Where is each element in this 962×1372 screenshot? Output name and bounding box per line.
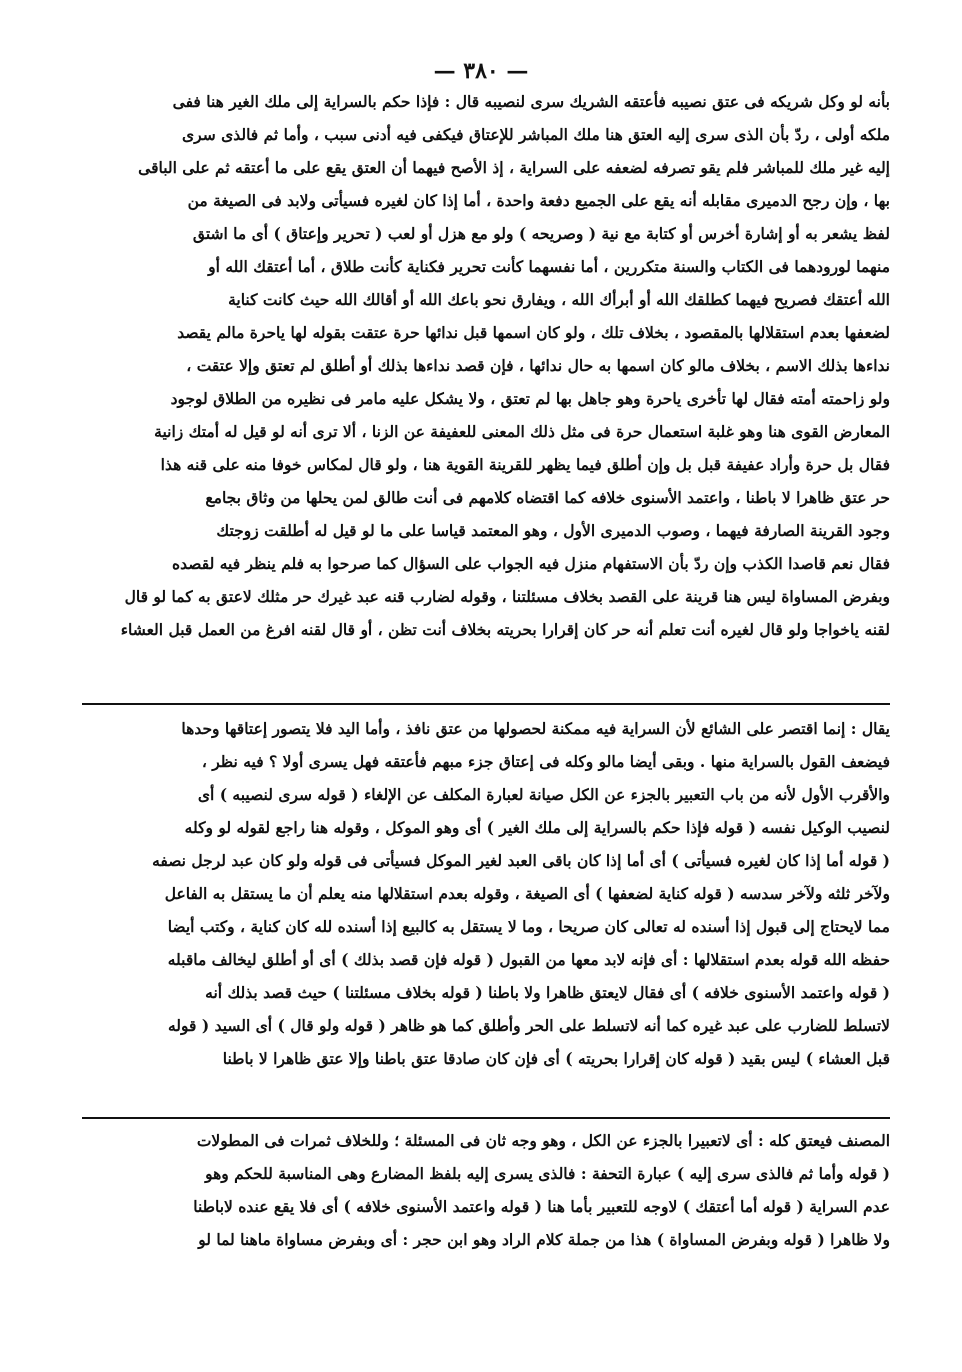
commentary-line: ( قوله وأما ثم فالذى سرى إليه ) عبارة التحفة : فالذى يسرى إليه بلفظ المضارع وهى المناسبة للحكم وهو — [205, 1164, 890, 1183]
main-line: بأنه لو وكل شريكه فى عتق نصيبه فأعتقه الشريك سرى لنصيبه قال : فإذا حكم بالسراية إلى ملك الغير هنا ففى — [172, 92, 890, 111]
commentary-line: مما لايحتاج إلى قبول إذا أسنده له تعالى كان صريحا ، وما لا يستقل به كالبيع إذا أسنده لله كان كناية ، وكتب أيضا — [167, 917, 890, 936]
main-line: لفظ يشعر به أو إشارة أخرس أو كتابة مع نية ( وصريحه ) ولو مع هزل أو لعب ( تحرير وإعتاق ) أى ما اشتق — [192, 224, 890, 243]
commentary-line: ( قوله واعتمد الأسنوى خلافه ) أى فقال لايعتق ظاهرا ولا باطنا ( قوله بخلاف مسئلتنا ) حيث قصد بذلك أنه — [205, 983, 890, 1002]
main-line: لضعفها بعدم استقلالها بالمقصود ، بخلاف تلك ، ولو كان اسمها قبل ندائها حرة عتقت بقوله لها ياحرة مالم يقصد — [177, 323, 890, 342]
commentary-line: عدم السراية ( قوله أما أعتقك ) لاوجه للتعبير بأما هنا ( قوله واعتمد الأسنوى خلافه ) أى فلا يقع عنده لاباطنا — [193, 1197, 890, 1216]
commentary-line: حفظه الله قوله بعدم استقلالها : أى فإنه لابد معها من القبول ( قوله فإن قصد بذلك ) أى أو أطلق ليخالف ماقبله — [167, 950, 890, 969]
main-line: فقال نعم قاصدا الكذب وإن ردّ بأن الاستفهام منزل فيه الجواب على السؤال كما صرحوا به فلم ينظر فيه لقصده — [172, 554, 890, 573]
main-line: فقال بل حرة وأراد عفيفة قبل بل وإن أطلق فيما يظهر للقرينة القوية هنا ، ولو قال لمكاس خوفا منه على قنه هذا — [160, 455, 890, 474]
main-line: ملكه أولى ، ردّ بأن الذى سرى إليه العتق هنا ملك المباشر للإعتاق فيكفى فيه أدنى سبب ، وأما ثم فالذى سرى — [182, 125, 890, 144]
main-line: نداءها بذلك الاسم ، بخلاف مالو كان اسمها به حال ندائها ، فإن قصد نداءها بذلك أو أطلق لم تعتق وإلا عتقت ، — [186, 356, 890, 375]
commentary-block-2 — [82, 1124, 890, 1264]
commentary-line: لاتسلط للضارب على عبد غيره كما أنه لاتسلط على الحر وأطلق كما هو ظاهر ( قوله ولو قال ) أى السيد ( قوله — [168, 1016, 890, 1035]
main-line: وجود القرينة الصارفة فيهما ، وصوب الدميرى الأول ، وهو المعتمد قياسا على ما لو قيل له أطلقت زوجتك — [216, 521, 890, 540]
main-line: ولو زاحمته أمته فقال لها تأخرى ياحرة وهو جاهل بها لم تعتق ، ولا يشكل عليه مامر فى نظيره من الطلاق لوجود — [170, 389, 890, 408]
main-line: حر عتق ظاهرا لا باطنا ، واعتمد الأسنوى خلافه كما اقتضاه كلامهم فى أنت طالق لمن يحلها من وثاق بجامع — [205, 488, 890, 507]
commentary-block-1 — [82, 712, 890, 1082]
section-divider — [82, 1117, 890, 1119]
main-line: لقنه ياخواجا ولو قال لغيره أنت تعلم أنه حر كان إقرارا بحريته بخلاف أنت تظن ، أو قال لقنه افرغ من العمل قبل العشاء — [120, 620, 890, 639]
section-divider — [82, 703, 890, 705]
commentary-line: قبل العشاء ) ليس بقيد ( قوله كان إقرارا بحريته ) أى فإن كان صادقا عتق باطنا وإلا عتق ظاهرا لا باطنا — [222, 1049, 890, 1068]
main-line: إليه غير ملك للمباشر فلم يقو تصرفه لضعفه على السراية ، إذ الأصح فيهما أن العتق يقع على ما أعتقه ثم على الباقى — [138, 158, 890, 177]
page-number: — ٣٨٠ — — [433, 58, 529, 84]
commentary-line: ولا ظاهرا ( قوله وبفرض المساواة ) هذا من جملة كلام الراد وهو ابن حجر : أى وبفرض مساواة ماهنا لما لو — [198, 1230, 890, 1249]
commentary-line: يقال : إنما اقتصر على الشائع لأن السراية فيه ممكنة لحصولها من عتق نافذ ، وأما اليد فلا يتصور إعتاقها وحدها — [181, 719, 890, 738]
commentary-line: ( قوله أما إذا كان لغيره فسيأتى ) أى أما إذا كان باقى العبد لغير الموكل فسيأتى فى قوله ولو كان عبد لرجل نصفه — [152, 851, 890, 870]
main-line: الله أعتقك فصريح فيهما كطلقك الله أو أبرأك الله ، ويفارق نحو باعك الله أو أقالك الله حيث كانت كناية — [228, 290, 890, 309]
commentary-line: فيضعف القول بالسراية منها . وبقى أيضا مالو وكله فى إعتاق جزء مبهم فأعتقه فهل يسرى أولا ؟ فيه نظر ، — [201, 752, 890, 771]
main-text — [82, 85, 890, 655]
main-line: منهما لورودهما فى الكتاب والسنة متكررين ، أما نفسهما كأنت تحرير فكناية كأنت طلاق ، أما أعتقك الله أو — [208, 257, 890, 276]
commentary-line: المصنف فيعتق كله : أى لاتعبيرا بالجزء عن الكل ، وهو وجه ثان فى المسئلة ؛ وللخلاف ثمرات فى المطولات — [196, 1131, 890, 1150]
commentary-line: لنصيب الوكيل نفسه ( قوله فإذا حكم بالسراية إلى ملك الغير ) أى وهو الموكل ، وقوله هنا راجع لقوله لو وكله — [184, 818, 890, 837]
main-line: بها ، وإن رجح الدميرى مقابله أنه يقع على الجميع دفعة واحدة ، أما إذا كان لغيره فسيأتى ولابد فى الصيغة من — [187, 191, 890, 210]
main-line: المعارض القوى هنا وهو غلبة استعمال حرة فى مثل ذلك المعنى للعفيفة عن الزنا ، ألا ترى أنه لو قيل له أمتك زانية — [154, 422, 890, 441]
main-line: وبفرض المساواة ليس هنا قرينة على القصد بخلاف مسئلتنا ، وقوله لضارب قنه عبد غيرك حر مثلك لاعتق به كما لو قال — [124, 587, 890, 606]
commentary-line: ولآخر ثلثه ولآخر سدسه ( قوله كناية لضعفها ) أى الصيغة ، وقوله بعدم استقلالها منه يعلم أن ما يستقل به الفاعل — [164, 884, 890, 903]
commentary-line: والأقرب الأول لأنه من باب التعبير بالجزء عن الكل صيانة لعبارة المكلف عن الإلغاء ( قوله سرى لنصيبه ) أى — [197, 785, 890, 804]
